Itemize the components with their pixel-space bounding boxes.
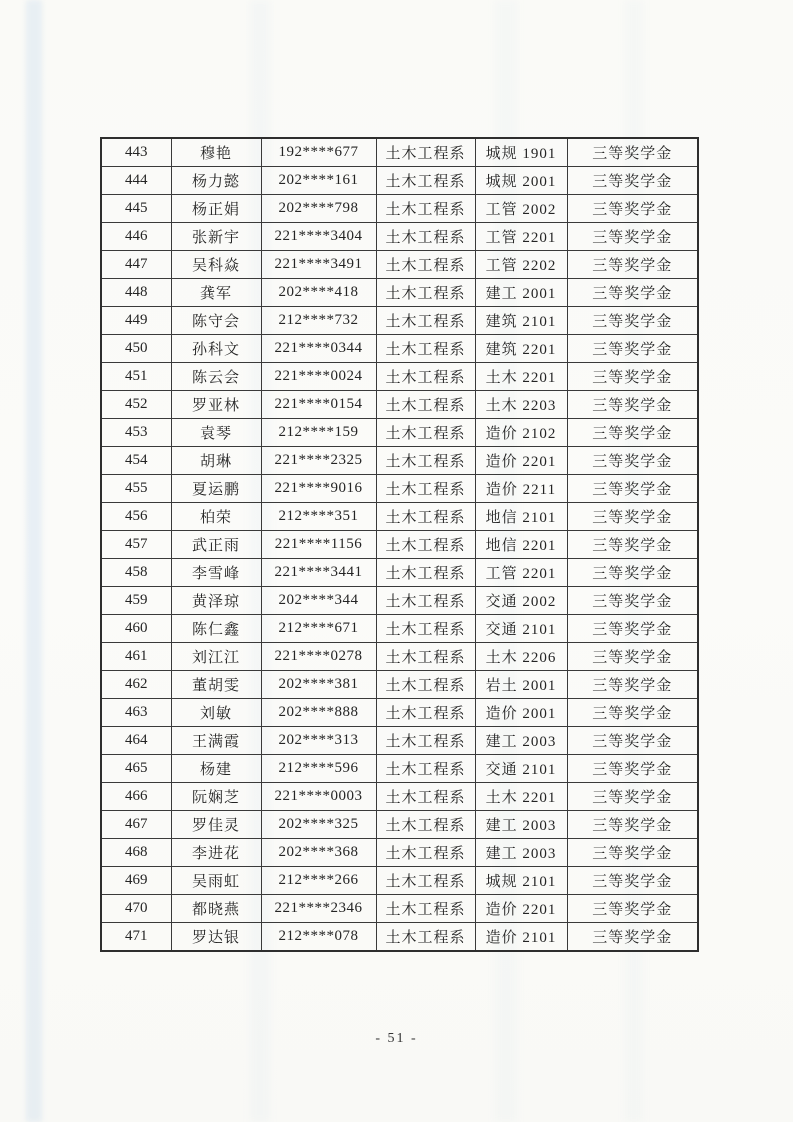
cell-index: 467 (101, 811, 171, 839)
cell-name: 陈云会 (171, 363, 261, 391)
cell-index: 452 (101, 391, 171, 419)
cell-student-id: 212****266 (261, 867, 376, 895)
cell-award: 三等奖学金 (567, 195, 698, 223)
cell-index: 460 (101, 615, 171, 643)
cell-department: 土木工程系 (376, 615, 475, 643)
table-row (101, 138, 698, 167)
table-row (101, 531, 698, 559)
cell-student-id: 221****0344 (261, 335, 376, 363)
cell-index: 450 (101, 335, 171, 363)
table-row (101, 727, 698, 755)
cell-index: 468 (101, 839, 171, 867)
cell-class: 建筑 2101 (475, 307, 567, 335)
cell-award: 三等奖学金 (567, 419, 698, 447)
cell-student-id: 221****0154 (261, 391, 376, 419)
cell-department: 土木工程系 (376, 419, 475, 447)
cell-student-id: 212****351 (261, 503, 376, 531)
table-row (101, 195, 698, 223)
cell-name: 黄泽琼 (171, 587, 261, 615)
cell-department: 土木工程系 (376, 895, 475, 923)
cell-index: 444 (101, 167, 171, 195)
cell-class: 造价 2201 (475, 447, 567, 475)
cell-award: 三等奖学金 (567, 615, 698, 643)
cell-index: 462 (101, 671, 171, 699)
cell-name: 刘江江 (171, 643, 261, 671)
table-row (101, 363, 698, 391)
cell-class: 建筑 2201 (475, 335, 567, 363)
cell-name: 杨力懿 (171, 167, 261, 195)
cell-class: 城规 1901 (475, 138, 567, 167)
cell-name: 罗佳灵 (171, 811, 261, 839)
cell-class: 造价 2102 (475, 419, 567, 447)
cell-department: 土木工程系 (376, 923, 475, 952)
cell-award: 三等奖学金 (567, 839, 698, 867)
cell-class: 建工 2003 (475, 811, 567, 839)
cell-index: 453 (101, 419, 171, 447)
cell-award: 三等奖学金 (567, 167, 698, 195)
table-row (101, 335, 698, 363)
cell-student-id: 202****798 (261, 195, 376, 223)
cell-department: 土木工程系 (376, 335, 475, 363)
cell-class: 造价 2101 (475, 923, 567, 952)
table-row (101, 447, 698, 475)
cell-student-id: 202****313 (261, 727, 376, 755)
cell-award: 三等奖学金 (567, 391, 698, 419)
cell-class: 交通 2101 (475, 615, 567, 643)
cell-award: 三等奖学金 (567, 755, 698, 783)
cell-department: 土木工程系 (376, 307, 475, 335)
cell-class: 造价 2001 (475, 699, 567, 727)
cell-department: 土木工程系 (376, 811, 475, 839)
cell-award: 三等奖学金 (567, 279, 698, 307)
cell-name: 胡琳 (171, 447, 261, 475)
cell-award: 三等奖学金 (567, 503, 698, 531)
cell-name: 张新宇 (171, 223, 261, 251)
cell-department: 土木工程系 (376, 867, 475, 895)
cell-index: 454 (101, 447, 171, 475)
cell-student-id: 221****9016 (261, 475, 376, 503)
cell-department: 土木工程系 (376, 839, 475, 867)
cell-department: 土木工程系 (376, 755, 475, 783)
cell-student-id: 221****2346 (261, 895, 376, 923)
cell-class: 土木 2206 (475, 643, 567, 671)
cell-index: 464 (101, 727, 171, 755)
cell-award: 三等奖学金 (567, 447, 698, 475)
cell-award: 三等奖学金 (567, 587, 698, 615)
cell-name: 龚军 (171, 279, 261, 307)
cell-index: 445 (101, 195, 171, 223)
scan-streak (26, 0, 42, 1122)
cell-class: 建工 2003 (475, 727, 567, 755)
cell-student-id: 202****325 (261, 811, 376, 839)
cell-student-id: 221****3404 (261, 223, 376, 251)
cell-award: 三等奖学金 (567, 223, 698, 251)
cell-class: 建工 2003 (475, 839, 567, 867)
table-row (101, 307, 698, 335)
cell-department: 土木工程系 (376, 531, 475, 559)
cell-department: 土木工程系 (376, 475, 475, 503)
cell-name: 都晓燕 (171, 895, 261, 923)
cell-index: 457 (101, 531, 171, 559)
table-row (101, 167, 698, 195)
cell-name: 李雪峰 (171, 559, 261, 587)
cell-student-id: 221****1156 (261, 531, 376, 559)
cell-index: 456 (101, 503, 171, 531)
cell-index: 463 (101, 699, 171, 727)
cell-name: 杨正娟 (171, 195, 261, 223)
table-row (101, 419, 698, 447)
cell-index: 447 (101, 251, 171, 279)
cell-award: 三等奖学金 (567, 307, 698, 335)
cell-class: 工管 2202 (475, 251, 567, 279)
cell-index: 459 (101, 587, 171, 615)
cell-index: 471 (101, 923, 171, 952)
table-row (101, 671, 698, 699)
cell-index: 449 (101, 307, 171, 335)
cell-name: 柏荣 (171, 503, 261, 531)
cell-department: 土木工程系 (376, 138, 475, 167)
cell-name: 吴雨虹 (171, 867, 261, 895)
cell-name: 陈守会 (171, 307, 261, 335)
table-row (101, 755, 698, 783)
cell-student-id: 221****0024 (261, 363, 376, 391)
table-body (101, 138, 698, 951)
cell-department: 土木工程系 (376, 447, 475, 475)
table-row (101, 615, 698, 643)
cell-student-id: 221****0003 (261, 783, 376, 811)
table-row (101, 559, 698, 587)
cell-class: 造价 2201 (475, 895, 567, 923)
cell-index: 466 (101, 783, 171, 811)
cell-class: 土木 2201 (475, 783, 567, 811)
cell-name: 罗亚林 (171, 391, 261, 419)
table-row (101, 699, 698, 727)
cell-index: 469 (101, 867, 171, 895)
cell-award: 三等奖学金 (567, 559, 698, 587)
cell-student-id: 212****596 (261, 755, 376, 783)
cell-student-id: 202****161 (261, 167, 376, 195)
cell-student-id: 202****418 (261, 279, 376, 307)
page-number: - 51 - (375, 1031, 418, 1046)
cell-department: 土木工程系 (376, 251, 475, 279)
cell-department: 土木工程系 (376, 363, 475, 391)
cell-class: 岩土 2001 (475, 671, 567, 699)
cell-index: 451 (101, 363, 171, 391)
cell-student-id: 212****159 (261, 419, 376, 447)
cell-department: 土木工程系 (376, 195, 475, 223)
cell-name: 穆艳 (171, 138, 261, 167)
cell-index: 458 (101, 559, 171, 587)
cell-student-id: 212****671 (261, 615, 376, 643)
cell-student-id: 221****2325 (261, 447, 376, 475)
cell-department: 土木工程系 (376, 167, 475, 195)
cell-department: 土木工程系 (376, 671, 475, 699)
table-row (101, 783, 698, 811)
cell-award: 三等奖学金 (567, 363, 698, 391)
cell-student-id: 202****368 (261, 839, 376, 867)
cell-class: 地信 2201 (475, 531, 567, 559)
cell-class: 地信 2101 (475, 503, 567, 531)
cell-name: 吴科焱 (171, 251, 261, 279)
cell-student-id: 212****732 (261, 307, 376, 335)
cell-award: 三等奖学金 (567, 923, 698, 952)
table-row (101, 867, 698, 895)
cell-department: 土木工程系 (376, 559, 475, 587)
cell-class: 建工 2001 (475, 279, 567, 307)
cell-award: 三等奖学金 (567, 727, 698, 755)
cell-name: 董胡雯 (171, 671, 261, 699)
cell-class: 城规 2101 (475, 867, 567, 895)
cell-class: 土木 2201 (475, 363, 567, 391)
table-row (101, 475, 698, 503)
cell-award: 三等奖学金 (567, 335, 698, 363)
cell-class: 造价 2211 (475, 475, 567, 503)
cell-name: 夏运鹏 (171, 475, 261, 503)
cell-student-id: 221****3491 (261, 251, 376, 279)
cell-award: 三等奖学金 (567, 138, 698, 167)
cell-class: 交通 2101 (475, 755, 567, 783)
cell-department: 土木工程系 (376, 391, 475, 419)
table-row (101, 839, 698, 867)
cell-class: 工管 2002 (475, 195, 567, 223)
cell-index: 465 (101, 755, 171, 783)
cell-award: 三等奖学金 (567, 251, 698, 279)
table-row (101, 643, 698, 671)
cell-department: 土木工程系 (376, 783, 475, 811)
cell-student-id: 221****0278 (261, 643, 376, 671)
cell-name: 罗达银 (171, 923, 261, 952)
cell-award: 三等奖学金 (567, 699, 698, 727)
cell-award: 三等奖学金 (567, 475, 698, 503)
cell-name: 王满霞 (171, 727, 261, 755)
cell-student-id: 202****888 (261, 699, 376, 727)
cell-department: 土木工程系 (376, 279, 475, 307)
cell-award: 三等奖学金 (567, 811, 698, 839)
cell-class: 工管 2201 (475, 223, 567, 251)
cell-index: 455 (101, 475, 171, 503)
table-row (101, 279, 698, 307)
cell-award: 三等奖学金 (567, 895, 698, 923)
scholarship-table (100, 137, 699, 952)
cell-student-id: 202****381 (261, 671, 376, 699)
cell-department: 土木工程系 (376, 699, 475, 727)
table-row (101, 251, 698, 279)
cell-department: 土木工程系 (376, 503, 475, 531)
table-row (101, 923, 698, 952)
cell-name: 阮娴芝 (171, 783, 261, 811)
cell-award: 三等奖学金 (567, 671, 698, 699)
cell-student-id: 192****677 (261, 138, 376, 167)
cell-department: 土木工程系 (376, 643, 475, 671)
cell-department: 土木工程系 (376, 587, 475, 615)
cell-class: 土木 2203 (475, 391, 567, 419)
table-row (101, 223, 698, 251)
cell-name: 袁琴 (171, 419, 261, 447)
cell-student-id: 202****344 (261, 587, 376, 615)
cell-name: 孙科文 (171, 335, 261, 363)
table-row (101, 811, 698, 839)
cell-class: 交通 2002 (475, 587, 567, 615)
cell-name: 刘敏 (171, 699, 261, 727)
cell-class: 工管 2201 (475, 559, 567, 587)
cell-name: 李进花 (171, 839, 261, 867)
cell-index: 470 (101, 895, 171, 923)
cell-name: 杨建 (171, 755, 261, 783)
cell-award: 三等奖学金 (567, 531, 698, 559)
cell-department: 土木工程系 (376, 727, 475, 755)
cell-award: 三等奖学金 (567, 783, 698, 811)
cell-name: 武正雨 (171, 531, 261, 559)
cell-student-id: 221****3441 (261, 559, 376, 587)
table-row (101, 587, 698, 615)
cell-index: 448 (101, 279, 171, 307)
table-row (101, 895, 698, 923)
cell-award: 三等奖学金 (567, 643, 698, 671)
cell-award: 三等奖学金 (567, 867, 698, 895)
cell-name: 陈仁鑫 (171, 615, 261, 643)
table-row (101, 391, 698, 419)
table-row (101, 503, 698, 531)
cell-index: 446 (101, 223, 171, 251)
cell-index: 443 (101, 138, 171, 167)
cell-student-id: 212****078 (261, 923, 376, 952)
cell-department: 土木工程系 (376, 223, 475, 251)
cell-index: 461 (101, 643, 171, 671)
cell-class: 城规 2001 (475, 167, 567, 195)
